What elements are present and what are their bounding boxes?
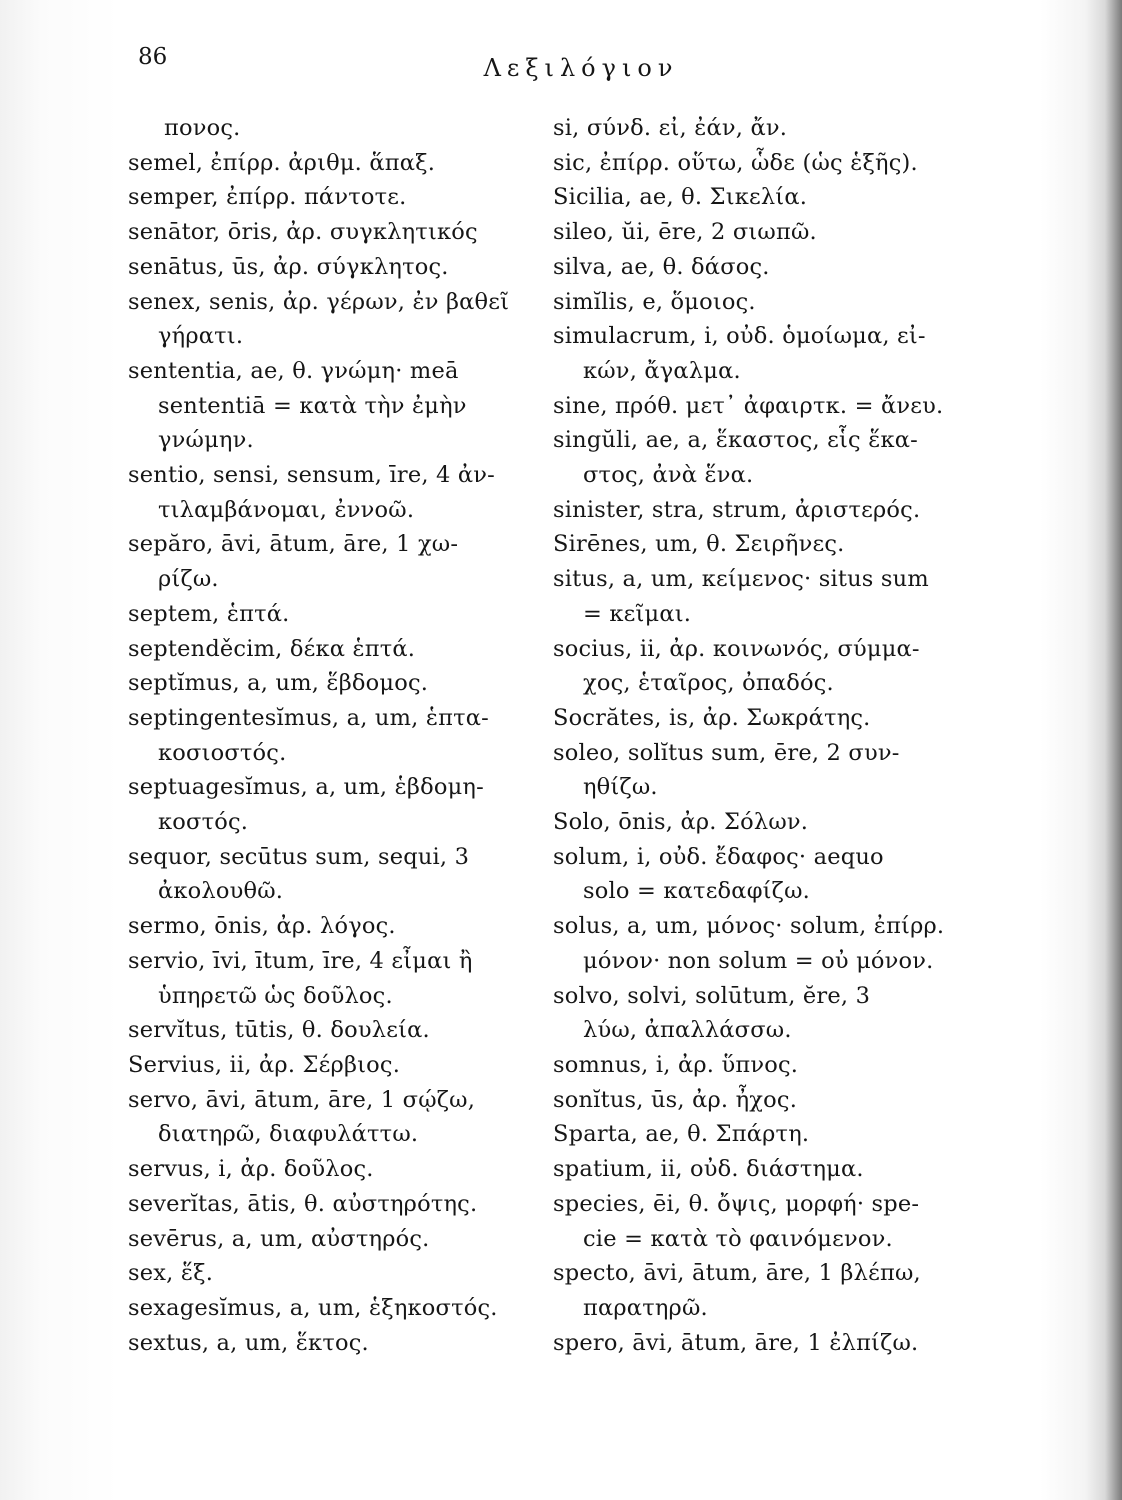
entry-headline: sepăro, āvi, ātum, āre, 1 χω- [128,531,459,558]
left-column [128,111,538,1360]
entry-continuation: sententiā = κατὰ τὴν ἐμὴν [158,392,467,419]
dictionary-entry [553,389,988,424]
entry-headline: socius, ii, ἀρ. κοινωνός, σύμμα- [553,635,920,662]
dictionary-entry [553,250,988,285]
dictionary-entry [128,1222,538,1257]
entry-continuation: ἀκολουθῶ. [158,878,284,905]
dictionary-entry [128,215,538,250]
dictionary-entry [553,1048,988,1083]
dictionary-entry [553,1083,988,1118]
entry-headline: servio, īvi, ītum, īre, 4 εἶμαι ἢ [128,947,473,974]
right-column [553,111,988,1360]
entry-headline: sevērus, a, um, αὐστηρός. [128,1225,430,1252]
entry-headline: senex, senis, ἀρ. γέρων, ἐν βαθεῖ [128,288,510,315]
dictionary-entry [553,632,988,701]
entry-continuation: μόνον· non solum = οὐ μόνον. [583,947,934,974]
dictionary-entry [128,180,538,215]
dictionary-entry [553,1117,988,1152]
entry-headline: sextus, a, um, ἕκτος. [128,1329,369,1356]
entry-headline: silva, ae, θ. δάσος. [553,253,770,280]
dictionary-entry [128,666,538,701]
entry-headline: servo, āvi, ātum, āre, 1 σῴζω, [128,1086,476,1113]
entry-headline: Sparta, ae, θ. Σπάρτη. [553,1121,810,1148]
dictionary-entry [128,1187,538,1222]
entry-headline: solum, i, οὐδ. ἔδαφος· aequo [553,843,884,870]
dictionary-entry [553,909,988,978]
entry-headline: Solo, ōnis, ἀρ. Σόλων. [553,809,809,836]
dictionary-entry [128,1326,538,1361]
entry-headline: septĭmus, a, um, ἕβδομος. [128,670,429,697]
entry-headline: si, σύνδ. εἰ, ἐάν, ἄν. [553,115,788,141]
dictionary-entry [128,840,538,909]
dictionary-entry [553,562,988,631]
dictionary-entry [553,805,988,840]
dictionary-entry [128,1013,538,1048]
entry-headline: senātor, ōris, ἀρ. συγκλητικός [128,219,478,246]
entry-headline: specto, āvi, ātum, āre, 1 βλέπω, [553,1260,921,1287]
dictionary-entry [128,285,538,354]
entry-continuation: κοσιοστός. [158,739,287,766]
dictionary-entry [128,597,538,632]
entry-headline: semper, ἐπίρρ. πάντοτε. [128,184,407,211]
entry-headline: septenděcim, δέκα ἑπτά. [128,635,416,662]
entry-headline: senātus, ūs, ἀρ. σύγκλητος. [128,253,449,280]
entry-headline: species, ēi, θ. ὄψις, μορφή· spe- [553,1190,920,1217]
entry-continuation: στος, ἀνὰ ἕνα. [583,462,754,489]
entry-headline: simĭlis, e, ὅμοιος. [553,288,756,315]
dictionary-entry [128,701,538,770]
entry-continuation: = κεῖμαι. [583,600,692,627]
dictionary-entry [553,701,988,736]
dictionary-entry [128,1152,538,1187]
entry-continuation: γήρατι. [158,323,244,350]
entry-headline: sermo, ōnis, ἀρ. λόγος. [128,913,396,940]
dictionary-entry [128,458,538,527]
entry-headline: Sirēnes, um, θ. Σειρῆνες. [553,531,845,558]
entry-headline: semel, ἐπίρρ. ἀριθμ. ἅπαξ. [128,149,436,176]
entry-continuation: παρατηρῶ. [583,1294,708,1321]
dictionary-entry [553,111,988,146]
dictionary-entry [553,285,988,320]
entry-headline: singŭli, ae, a, ἕκαστος, εἷς ἕκα- [553,427,918,454]
dictionary-entry [128,527,538,596]
entry-headline: Sicilia, ae, θ. Σικελία. [553,184,808,211]
entry-headline: spero, āvi, ātum, āre, 1 ἐλπίζω. [553,1329,919,1356]
entry-headline: sex, ἕξ. [128,1260,214,1287]
entry-headline: sequor, secūtus sum, sequi, 3 [128,843,470,870]
dictionary-entry [553,423,988,492]
dictionary-entry [553,979,988,1048]
entry-continuation: ὑπηρετῶ ὡς δοῦλος. [158,982,393,1009]
entry-headline: soleo, solĭtus sum, ēre, 2 συν- [553,739,900,766]
page-number: 86 [138,44,168,70]
entry-continuation: ηθίζω. [583,774,658,801]
entry-headline: somnus, i, ἀρ. ὕπνος. [553,1051,799,1078]
entry-headline: severĭtas, ātis, θ. αὐστηρότης. [128,1190,478,1217]
dictionary-entry [553,736,988,805]
dictionary-entry [553,840,988,909]
entry-headline: septuagesĭmus, a, um, ἑβδομη- [128,774,484,801]
dictionary-entry [128,1048,538,1083]
entry-headline: sinister, stra, strum, ἀριστερός. [553,496,921,523]
dictionary-entry [553,1256,988,1325]
entry-headline: simulacrum, i, οὐδ. ὁμοίωμα, εἰ- [553,323,926,350]
entry-headline: sileo, ŭi, ēre, 2 σιωπῶ. [553,219,817,246]
dictionary-entry [553,493,988,528]
dictionary-entry [553,1326,988,1361]
dictionary-entry [553,1152,988,1187]
dictionary-entry [553,319,988,388]
dictionary-entry [128,1083,538,1152]
dictionary-entry [128,250,538,285]
dictionary-entry [553,215,988,250]
entry-continuation: διατηρῶ, διαφυλάττω. [158,1121,419,1148]
entry-headline: Servius, ii, ἀρ. Σέρβιος. [128,1051,401,1078]
entry-headline: septingentesĭmus, a, um, ἑπτα- [128,704,489,731]
entry-headline: sonĭtus, ūs, ἀρ. ἦχος. [553,1086,798,1113]
entry-headline: sentio, sensi, sensum, īre, 4 ἀν- [128,462,495,489]
dictionary-entry [128,1256,538,1291]
dictionary-entry [128,944,538,1013]
entry-headline: septem, ἑπτά. [128,600,290,627]
entry-continuation: λύω, ἀπαλλάσσω. [583,1017,792,1044]
entry-headline: sine, πρόθ. μετ᾽ ἀφαιρτκ. = ἄνευ. [553,392,944,419]
dictionary-entry [128,909,538,944]
dictionary-entry [128,111,538,146]
dictionary-entry [128,770,538,839]
dictionary-entry [128,1291,538,1326]
entry-headline: sic, ἐπίρρ. οὕτω, ὧδε (ὡς ἑξῆς). [553,149,918,176]
running-head-title: Λεξιλόγιον [483,54,679,82]
dictionary-entry [553,146,988,181]
dictionary-entry [553,180,988,215]
entry-continuation: κών, ἄγαλμα. [583,357,741,384]
dictionary-entry [553,527,988,562]
dictionary-entry [128,354,538,458]
entry-headline: Socrătes, is, ἀρ. Σωκράτης. [553,704,871,731]
entry-continuation: γνώμην. [158,427,254,454]
dictionary-entry [553,1187,988,1256]
dictionary-entry [128,632,538,667]
entry-headline: solvo, solvi, solūtum, ĕre, 3 [553,982,871,1009]
entry-headline: servĭtus, tūtis, θ. δουλεία. [128,1017,430,1044]
entry-headline: sexagesĭmus, a, um, ἑξηκοστός. [128,1294,498,1321]
entry-headline: πονος. [164,115,241,141]
entry-continuation: cie = κατὰ τὸ φαινόμενον. [583,1225,893,1252]
entry-headline: solus, a, um, μόνος· solum, ἐπίρρ. [553,913,945,940]
entry-headline: sententia, ae, θ. γνώμη· meā [128,357,459,384]
entry-headline: situs, a, um, κείμενος· situs sum [553,566,929,593]
entry-continuation: ρίζω. [158,566,219,593]
entry-continuation: τιλαμβάνομαι, ἐννοῶ. [158,496,415,523]
entry-continuation: solo = κατεδαφίζω. [583,878,810,905]
entry-continuation: κοστός. [158,809,249,836]
entry-headline: spatium, ii, οὐδ. διάστημα. [553,1156,864,1183]
entry-continuation: χος, ἑταῖρος, ὀπαδός. [583,670,834,697]
dictionary-entry [128,146,538,181]
entry-headline: servus, i, ἀρ. δοῦλος. [128,1156,374,1183]
